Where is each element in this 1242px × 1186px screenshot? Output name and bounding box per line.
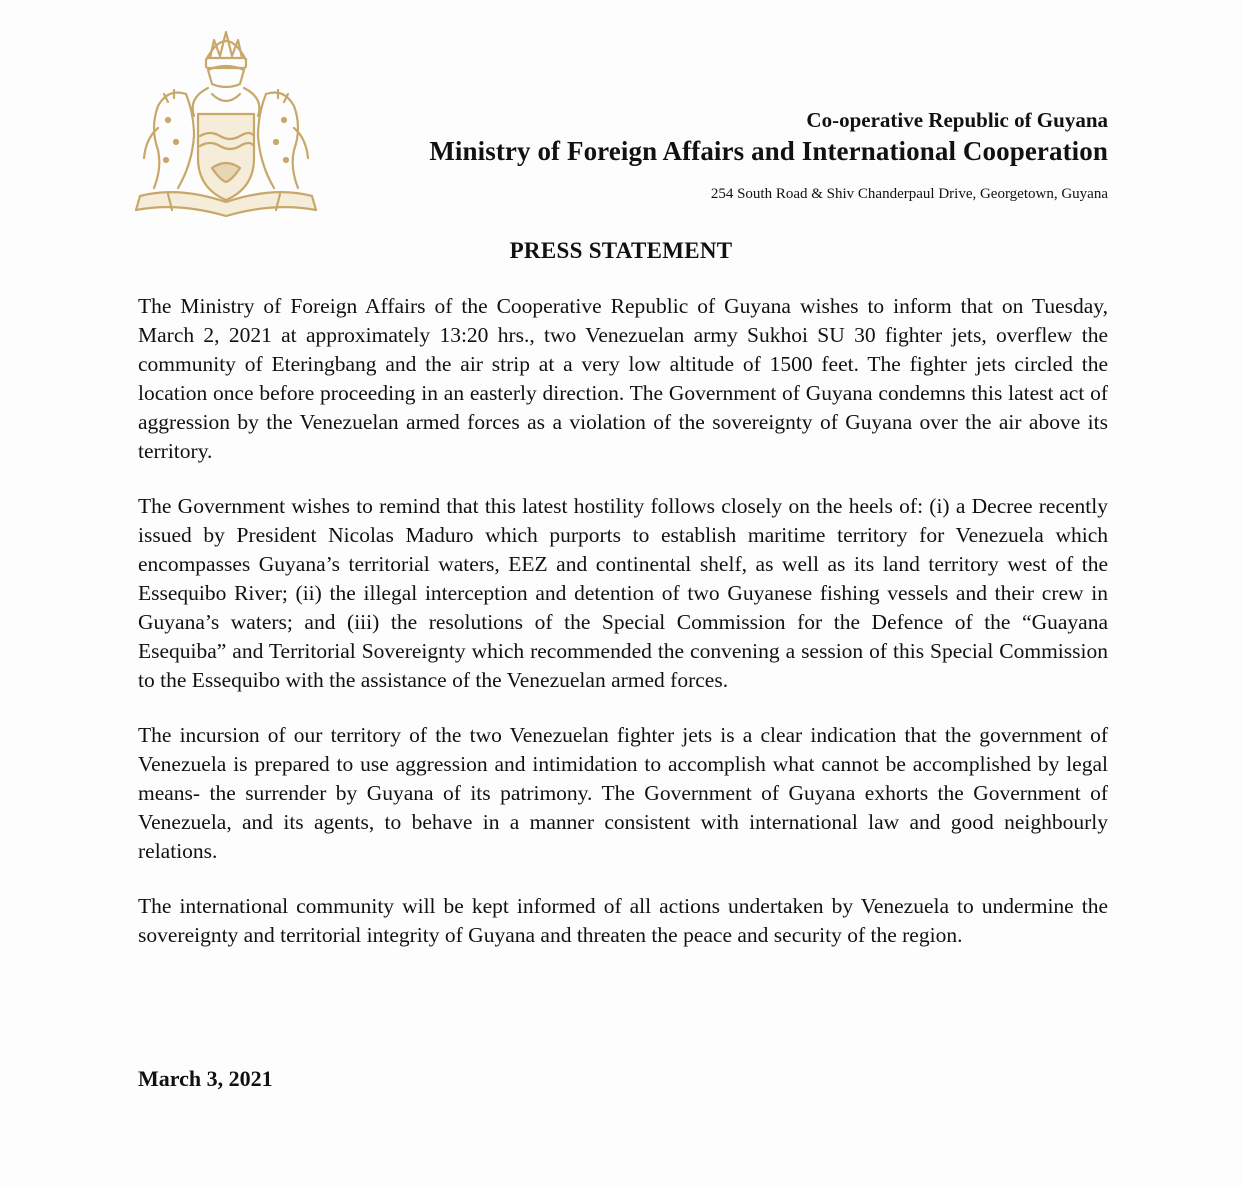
republic-name: Co-operative Republic of Guyana (806, 108, 1108, 132)
paragraph-2: The Government wishes to remind that this latest hostility follows closely on the heels of: (i) a Decree recently issued by President Nicolas Maduro which purports to establish maritime territory for Venezuela which encompasses Guyana’s territorial waters, EEZ and continental shelf, as well as its land territory west of the Essequibo River; (ii) the illegal interception and detention of two Guyanese fishing vessels and their crew in Guyana’s waters; and (iii) the resolutions of the Special Commission for the Defence of the “Guayana Esequiba” and Territorial Sovereignty which recommended the convening a session of this Special Commission to the Essequibo with the assistance of the Venezuelan armed forces. (138, 494, 1108, 692)
paragraph-1: The Ministry of Foreign Affairs of the Cooperative Republic of Guyana wishes to inform that on Tuesday, March 2, 2021 at approximately 13:20 hrs., two Venezuelan army Sukhoi SU 30 fighter jets, overflew the community of Eteringbang and the air strip at a very low altitude of 1500 feet. The fighter jets circled the location once before proceeding in an easterly direction. The Government of Guyana condemns this latest act of aggression by the Venezuelan armed forces as a violation of the sovereignty of Guyana over the air above its territory. (138, 294, 1108, 463)
statement-body (138, 292, 1108, 976)
paragraph-4: The international community will be kept informed of all actions undertaken by Venezuela to undermine the sovereignty and territorial integrity of Guyana and threaten the peace and security of the region. (138, 894, 1108, 947)
ministry-address: 254 South Road & Shiv Chanderpaul Drive, Georgetown, Guyana (710, 186, 1108, 202)
ministry-name: Ministry of Foreign Affairs and International Cooperation (429, 136, 1108, 166)
letterhead (429, 106, 1108, 204)
coat-of-arms-icon (128, 18, 324, 218)
paragraph-3: The incursion of our territory of the two Venezuelan fighter jets is a clear indication that the government of Venezuela is prepared to use aggression and intimidation to accomplish what cannot be accomplished by legal means- the surrender by Guyana of its patrimony. The Government of Guyana exhorts the Government of Venezuela, and its agents, to behave in a manner consistent with international law and good neighbourly relations. (138, 723, 1108, 863)
statement-date: March 3, 2021 (138, 1066, 273, 1091)
document-title: PRESS STATEMENT (509, 238, 733, 263)
